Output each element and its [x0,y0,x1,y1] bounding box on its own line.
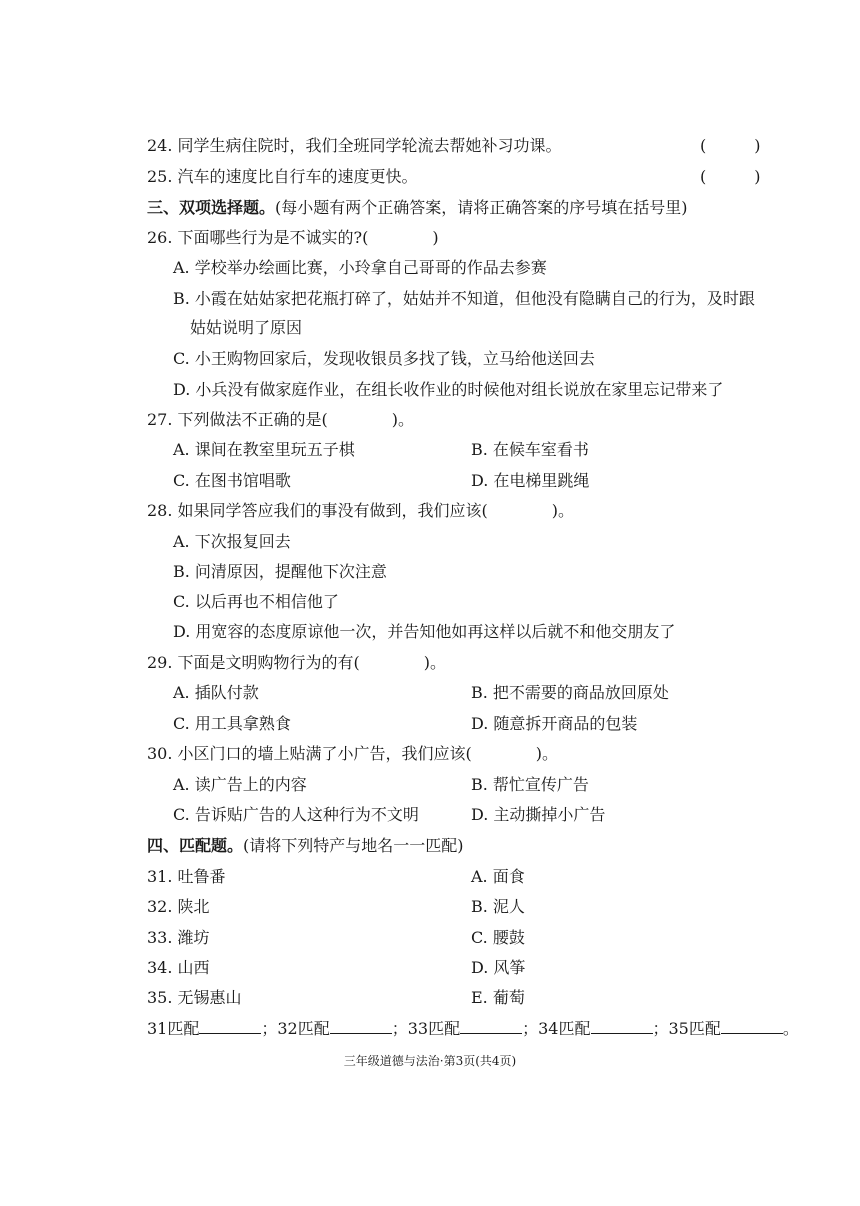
question-25: 25. 汽车的速度比自行车的速度更快。 [147,167,418,186]
answer-label-35: ；35匹配 [652,1019,721,1038]
match-left-35: 35. 无锡惠山 [147,988,242,1007]
match-answer-line [147,1019,799,1039]
section-4-heading [147,836,464,856]
match-right-a: A. 面食 [471,867,525,886]
question-30-option-b: B. 帮忙宣传广告 [471,775,589,794]
question-28-option-a: A. 下次报复回去 [173,532,291,551]
section-4-title: 四、匹配题。 [147,836,244,855]
answer-label-33: ；33匹配 [391,1019,461,1038]
question-28-stem: 28. 如果同学答应我们的事没有做到，我们应该( )。 [147,501,575,520]
question-26-option-d: D. 小兵没有做家庭作业，在组长收作业的时候他对组长说放在家里忘记带来了 [173,380,724,399]
question-29-option-b: B. 把不需要的商品放回原处 [471,683,669,702]
question-30-stem: 30. 小区门口的墙上贴满了小广告，我们应该( )。 [147,744,559,763]
question-26-option-a: A. 学校举办绘画比赛，小玲拿自己哥哥的作品去参赛 [173,258,547,277]
question-29-option-a: A. 插队付款 [173,683,259,702]
match-right-d: D. 风筝 [471,958,526,977]
question-29-stem: 29. 下面是文明购物行为的有( )。 [147,653,447,672]
match-right-e: E. 葡萄 [471,988,525,1007]
answer-label-32: ；32匹配 [261,1019,330,1038]
answer-paren-25[interactable]: ( ) [700,167,761,186]
question-28-option-b: B. 问清原因，提醒他下次注意 [173,562,387,581]
question-30-option-d: D. 主动撕掉小广告 [471,805,606,824]
section-3-title: 三、双项选择题。 [147,198,276,217]
answer-paren-24[interactable]: ( ) [700,136,761,155]
section-3-note: (每小题有两个正确答案，请将正确答案的序号填在括号里) [275,198,688,217]
question-26-stem: 26. 下面哪些行为是不诚实的?( ) [147,228,439,247]
match-left-32: 32. 陕北 [147,897,210,916]
answer-blank-31[interactable] [199,1019,261,1034]
match-left-31: 31. 吐鲁番 [147,867,226,886]
answer-line-end: 。 [782,1019,799,1038]
question-27-stem: 27. 下列做法不正确的是( )。 [147,410,415,429]
question-30-option-a: A. 读广告上的内容 [173,775,307,794]
question-24: 24. 同学生病住院时，我们全班同学轮流去帮她补习功课。 [147,136,562,155]
answer-blank-34[interactable] [591,1019,653,1034]
section-4-note: (请将下列特产与地名一一匹配) [243,836,464,855]
answer-blank-35[interactable] [721,1019,783,1034]
question-27-option-d: D. 在电梯里跳绳 [471,471,590,490]
page-footer: 三年级道德与法治·第3页(共4页) [343,1054,517,1068]
answer-label-31: 31匹配 [147,1019,200,1038]
question-29-option-c: C. 用工具拿熟食 [173,714,291,733]
match-right-b: B. 泥人 [471,897,525,916]
question-26-option-b-cont: 姑姑说明了原因 [190,318,303,337]
match-right-c: C. 腰鼓 [471,928,525,947]
answer-label-34: ；34匹配 [522,1019,591,1038]
section-3-heading [147,198,688,218]
match-left-34: 34. 山西 [147,958,210,977]
answer-blank-33[interactable] [460,1019,522,1034]
answer-blank-32[interactable] [330,1019,392,1034]
question-30-option-c: C. 告诉贴广告的人这种行为不文明 [173,805,419,824]
question-27-option-b: B. 在候车室看书 [471,440,589,459]
question-29-option-d: D. 随意拆开商品的包装 [471,714,638,733]
question-26-option-c: C. 小王购物回家后，发现收银员多找了钱，立马给他送回去 [173,349,595,368]
question-27-option-c: C. 在图书馆唱歌 [173,471,291,490]
question-26-option-b: B. 小霞在姑姑家把花瓶打碎了，姑姑并不知道，但他没有隐瞒自己的行为，及时跟 [173,289,755,308]
question-28-option-c: C. 以后再也不相信他了 [173,592,339,611]
question-28-option-d: D. 用宽容的态度原谅他一次，并告知他如再这样以后就不和他交朋友了 [173,622,676,641]
question-27-option-a: A. 课间在教室里玩五子棋 [173,440,355,459]
match-left-33: 33. 潍坊 [147,928,210,947]
